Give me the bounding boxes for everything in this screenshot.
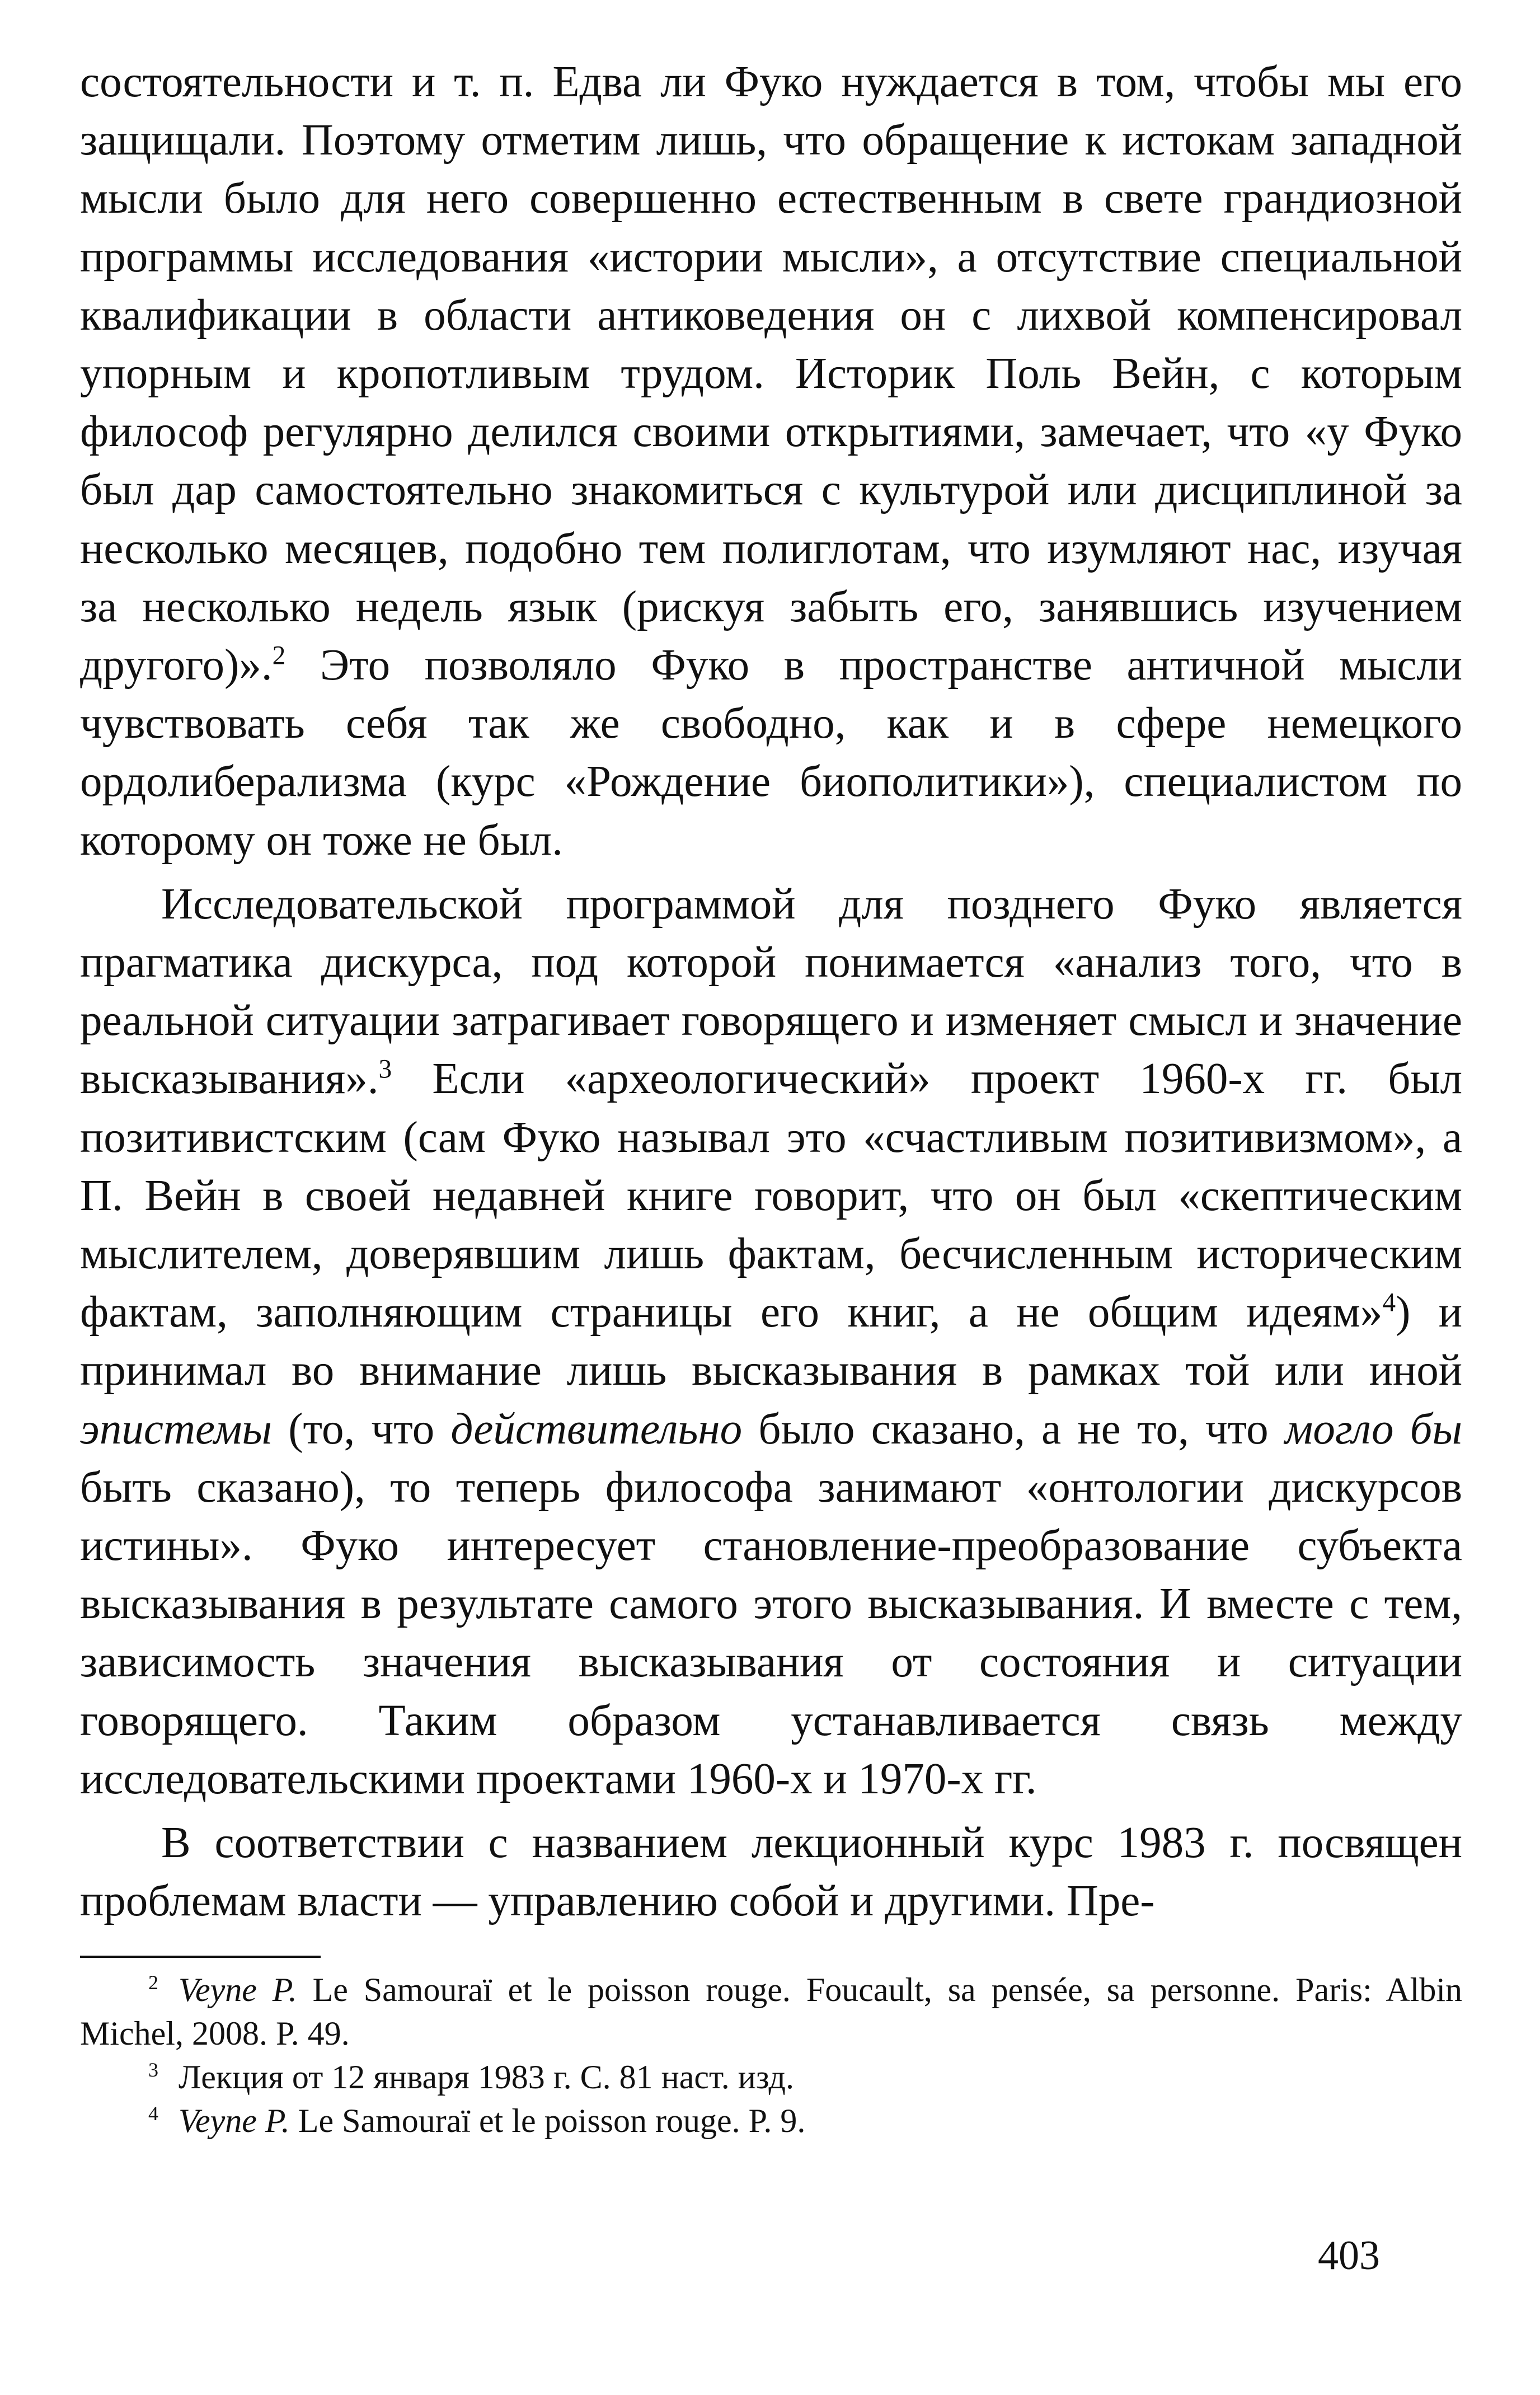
term-could-be: могло бы xyxy=(1284,1404,1462,1454)
footnote-number: 4 xyxy=(148,2102,158,2125)
footnote-author: Veyne P. xyxy=(179,2102,290,2139)
footnote-author: Veyne P. xyxy=(179,1971,297,2008)
term-actually: действительно xyxy=(450,1404,743,1454)
footnote-3 xyxy=(80,2055,1462,2099)
page-number: 403 xyxy=(1318,2233,1380,2279)
paragraph-1-text-b: Это позволяло Фуко в пространстве античной мысли чувствовать себя так же свободно, как и в сфере немецкого ордолиберализма (курс «Рождение биополитики»), специалистом по которому он тоже не был. xyxy=(80,641,1462,865)
footnote-2 xyxy=(80,1968,1462,2055)
footnote-ref-2: 2 xyxy=(272,641,286,671)
paragraph-3-text: В соответствии с названием лекционный курс 1983 г. посвящен проблемам власти — управлению собой и другими. Пре- xyxy=(80,1818,1462,1926)
term-episteme: эпистемы xyxy=(80,1404,272,1454)
paragraph-2-text-d: (то, что xyxy=(271,1404,451,1454)
footnote-divider xyxy=(80,1956,321,1958)
paragraph-2-text-e: было сказано, а не то, что xyxy=(742,1404,1285,1454)
paragraph-1-text-a: состоятельности и т. п. Едва ли Фуко нуждается в том, чтобы мы его защищали. Поэтому отметим лишь, что обращение к истокам западной мысли было для него совершенно естественным в свете грандиозной программы исследования «истории мысли», а отсутствие специальной квалификации в области антиковедения он с лихвой компенсировал упорным и кропотливым трудом. Историк Поль Вейн, с которым философ регулярно делился своими открытиями, замечает, что «у Фуко был дар самостоятельно знакомиться с культурой или дисциплиной за несколько месяцев, подобно тем полиглотам, что изумляют нас, изучая за несколько недель язык (рискуя забыть его, занявшись изучением другого)». xyxy=(80,58,1462,690)
main-text xyxy=(80,53,1462,1931)
footnote-ref-4: 4 xyxy=(1382,1288,1396,1318)
footnote-text: Лекция от 12 января 1983 г. С. 81 наст. изд. xyxy=(179,2058,794,2096)
paragraph-2-text-f: быть сказано), то теперь философа занимают «онтологии дискурсов истины». Фуко интересует становление-преобразование субъекта высказывания в результате самого этого высказывания. И вместе с тем, зависимость значения высказывания от состояния и ситуации говорящего. Таким образом устанавливается связь между исследовательскими проектами 1960-х и 1970-х гг. xyxy=(80,1463,1462,1803)
paragraph-2-text-a: Исследовательской программой для позднего Фуко является прагматика дискурса, под которой понимается «анализ того, что в реальной ситуации затрагивает говорящего и изменяет смысл и значение высказывания». xyxy=(80,879,1462,1104)
book-page xyxy=(80,53,1462,2143)
footnote-number: 3 xyxy=(148,2058,158,2081)
paragraph-1 xyxy=(80,53,1462,870)
paragraph-2 xyxy=(80,875,1462,1808)
footnotes xyxy=(80,1968,1462,2143)
paragraph-2-text-c: ) и принимал во внимание лишь высказывания в рамках той или иной xyxy=(80,1288,1462,1395)
footnote-text: Le Samouraï et le poisson rouge. Foucault, sa pensée, sa personne. Paris: Albin Michel, 2008. P. 49. xyxy=(80,1971,1463,2052)
footnote-4 xyxy=(80,2099,1462,2143)
footnote-text: Le Samouraï et le poisson rouge. P. 9. xyxy=(289,2102,806,2139)
paragraph-2-text-b: Если «археологический» проект 1960-х гг. был позитивистским (сам Фуко называл это «счастливым позитивизмом», а П. Вейн в своей недавней книге говорит, что он был «скептическим мыслителем, доверявшим лишь фактам, бесчисленным историческим фактам, заполняющим страницы его книг, а не общим идеям» xyxy=(80,1054,1462,1337)
paragraph-3 xyxy=(80,1814,1462,1930)
footnote-ref-3: 3 xyxy=(378,1055,392,1085)
footnote-number: 2 xyxy=(148,1971,158,1994)
